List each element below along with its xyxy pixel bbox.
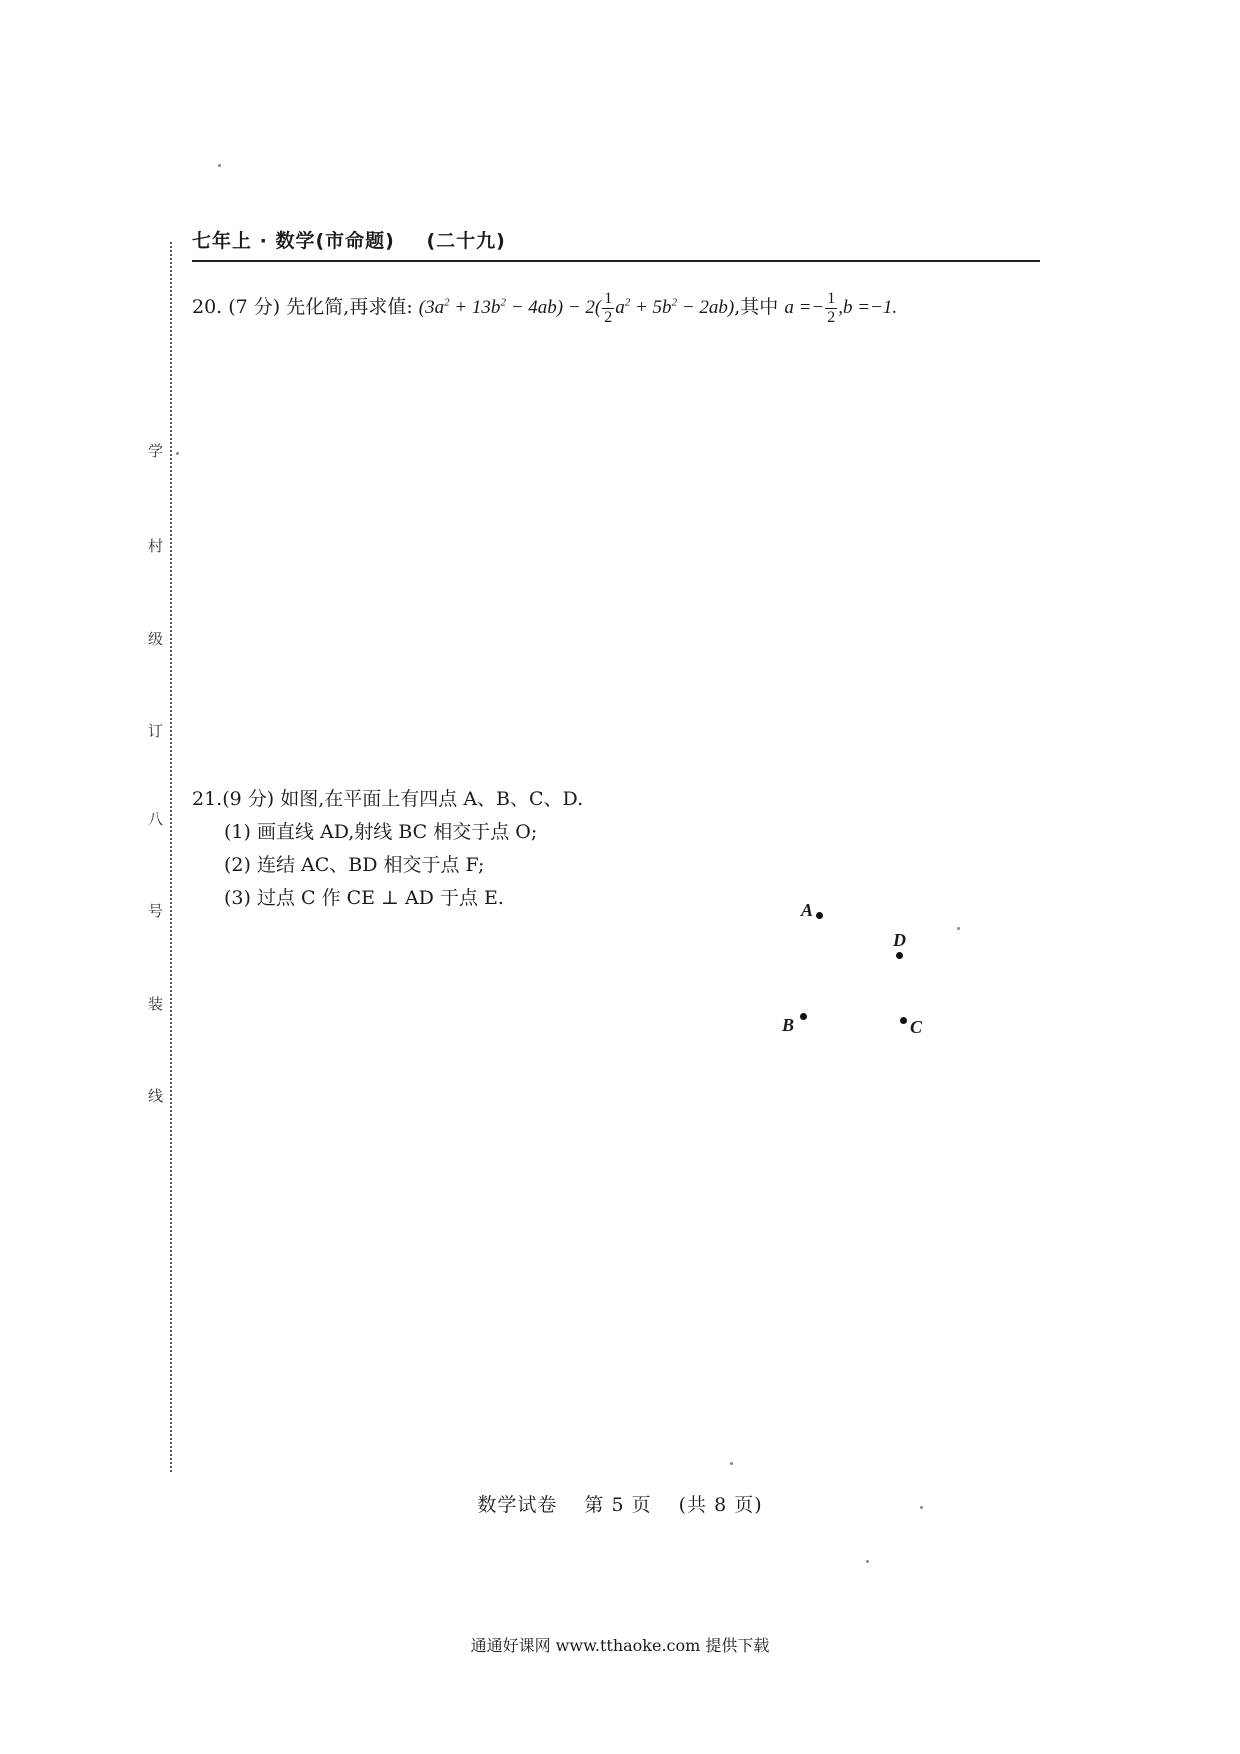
q21-stem-text: 如图,在平面上有四点 A、B、C、D.	[280, 788, 584, 810]
q20-instruction: 先化简,再求值:	[286, 295, 413, 318]
fraction-one-half: $\frac{1}{2}$	[604, 290, 613, 326]
q20-points: (7 分)	[228, 295, 281, 318]
binding-glyph-4: 订	[148, 722, 164, 740]
q21-part-2: (2) 连结 AC、BD 相交于点 F;	[224, 854, 485, 876]
q20-number: 20.	[192, 295, 223, 318]
q21-number: 21.	[192, 788, 223, 810]
q21-figure	[760, 900, 1020, 1100]
header-title	[192, 226, 506, 253]
paper-title: 七年上 · 数学(市命题)	[192, 230, 395, 252]
scan-speck	[920, 1506, 923, 1509]
question-21	[192, 783, 583, 915]
binding-glyph-3: 级	[148, 630, 164, 648]
point-a-label: A	[801, 900, 814, 920]
q20-values: a =− $\frac{1}{2}$ ,b =−1.	[784, 290, 898, 326]
scan-speck	[866, 1560, 869, 1563]
q21-part-3: (3) 过点 C 作 CE ⊥ AD 于点 E.	[224, 887, 504, 909]
binding-glyph-8: 线	[148, 1087, 164, 1105]
q21-part-1: (1) 画直线 AD,射线 BC 相交于点 O;	[224, 821, 538, 843]
scan-speck	[176, 452, 179, 455]
binding-glyph-6: 号	[148, 902, 164, 920]
footer-page: 第 5 页	[584, 1494, 652, 1516]
point-a-dot	[816, 912, 823, 919]
footer-total: (共 8 页)	[678, 1494, 763, 1516]
source-line: 通通好课网 www.tthaoke.com 提供下载	[470, 1636, 770, 1655]
binding-dotted-line	[170, 242, 172, 1472]
q20-where: ,其中	[734, 295, 785, 318]
binding-glyph-7: 装	[148, 995, 164, 1013]
q20-expression: $(3a^2 + 13b^2 - 4ab) - 2$( $\frac{1}{2}$ $a^2 + 5b^2 - 2ab$)	[418, 290, 735, 326]
binding-glyph-2: 村	[148, 537, 164, 555]
question-20	[192, 290, 897, 327]
header-rule	[192, 260, 1040, 262]
paper-series: (二十九)	[426, 230, 506, 252]
scan-speck	[730, 1462, 733, 1465]
binding-glyph-1: 学	[148, 442, 164, 460]
point-b-label: B	[782, 1015, 795, 1035]
footer-subject: 数学试卷	[477, 1494, 558, 1516]
fraction-a-value: $\frac{1}{2}$	[827, 290, 836, 326]
binding-glyph-5: 八	[148, 810, 164, 828]
point-d-label: D	[893, 930, 906, 950]
q21-stem	[192, 783, 583, 816]
page-footer	[0, 1490, 1240, 1517]
point-d-dot	[896, 952, 903, 959]
scan-speck	[218, 164, 221, 167]
scan-speck	[957, 927, 960, 930]
point-c-label: C	[910, 1017, 923, 1037]
point-b-dot	[800, 1013, 807, 1020]
q21-points: (9 分)	[222, 788, 275, 810]
point-c-dot	[900, 1017, 907, 1024]
